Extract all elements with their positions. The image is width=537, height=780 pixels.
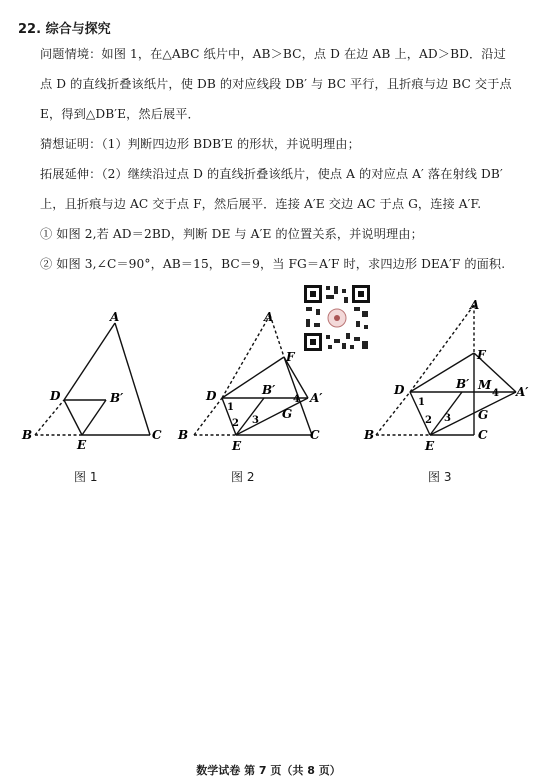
angle-2-label: 2	[425, 415, 432, 426]
label-E: E	[425, 439, 435, 453]
label-B: B	[364, 428, 375, 442]
angle-1-label: 1	[418, 397, 425, 408]
label-C: C	[152, 428, 162, 442]
figure-3-caption: 图 3	[428, 470, 452, 484]
angle-4-label: 4	[293, 394, 300, 405]
question-number: 22.	[18, 22, 42, 37]
question-heading	[18, 18, 111, 37]
problem-text-line: 上，且折痕与边 AC 交于点 F，然后展平．连接 A′E 交边 AC 于点 G，连接 A′F.	[40, 197, 482, 211]
label-D: D	[50, 389, 61, 403]
label-B-prime: B′	[456, 377, 470, 391]
angle-3-label: 3	[444, 413, 451, 424]
label-B: B	[178, 428, 189, 442]
label-B-prime: B′	[110, 391, 124, 405]
problem-text-line: 问题情境：如图 1，在△ABC 纸片中，AB＞BC，点 D 在边 AB 上，AD＞BD．沿过	[40, 47, 506, 61]
angle-2-label: 2	[232, 418, 239, 429]
label-A: A	[470, 298, 480, 312]
angle-1-label: 1	[227, 402, 234, 413]
label-F: F	[477, 348, 486, 362]
figure-2-diagram	[172, 305, 332, 455]
page-footer: 数学试卷 第 7 页（共 8 页）	[196, 764, 341, 777]
label-A: A	[264, 310, 274, 324]
figure-3-diagram	[362, 295, 537, 455]
problem-text-line: ② 如图 3,∠C＝90°，AB＝15，BC＝9，当 FG＝A′F 时，求四边形 DEA′F 的面积.	[40, 257, 506, 271]
label-M: M	[478, 378, 492, 392]
label-B-prime: B′	[262, 383, 276, 397]
label-G: G	[478, 408, 489, 422]
problem-text-line: 拓展延伸：（2）继续沿过点 D 的直线折叠该纸片，使点 A 的对应点 A′ 落在射线 DB′	[40, 167, 503, 181]
label-E: E	[77, 438, 87, 452]
angle-3-label: 3	[252, 415, 259, 426]
angle-4-label: 4	[492, 388, 499, 399]
label-A: A	[110, 310, 120, 324]
label-C: C	[310, 428, 320, 442]
label-E: E	[232, 439, 242, 453]
label-C: C	[478, 428, 488, 442]
problem-text-line: 猜想证明：（1）判断四边形 BDB′E 的形状，并说明理由；	[40, 137, 360, 151]
label-A-prime: A′	[310, 391, 323, 405]
label-D: D	[206, 389, 217, 403]
problem-text-line: E，得到△DB′E，然后展平．	[40, 107, 200, 121]
problem-text-line: ① 如图 2,若 AD＝2BD，判断 DE 与 A′E 的位置关系，并说明理由；	[40, 227, 423, 241]
figure-1-diagram	[20, 305, 170, 455]
label-A-prime: A′	[516, 385, 529, 399]
label-F: F	[286, 350, 295, 364]
figure-1-caption: 图 1	[74, 470, 98, 484]
label-D: D	[394, 383, 405, 397]
figure-2-caption: 图 2	[231, 470, 255, 484]
label-G: G	[282, 407, 293, 421]
label-B: B	[22, 428, 33, 442]
question-title: 综合与探究	[45, 22, 111, 37]
problem-text-line: 点 D 的直线折叠该纸片，使 DB 的对应线段 DB′ 与 BC 平行，且折痕与边 BC 交于点	[40, 77, 512, 91]
